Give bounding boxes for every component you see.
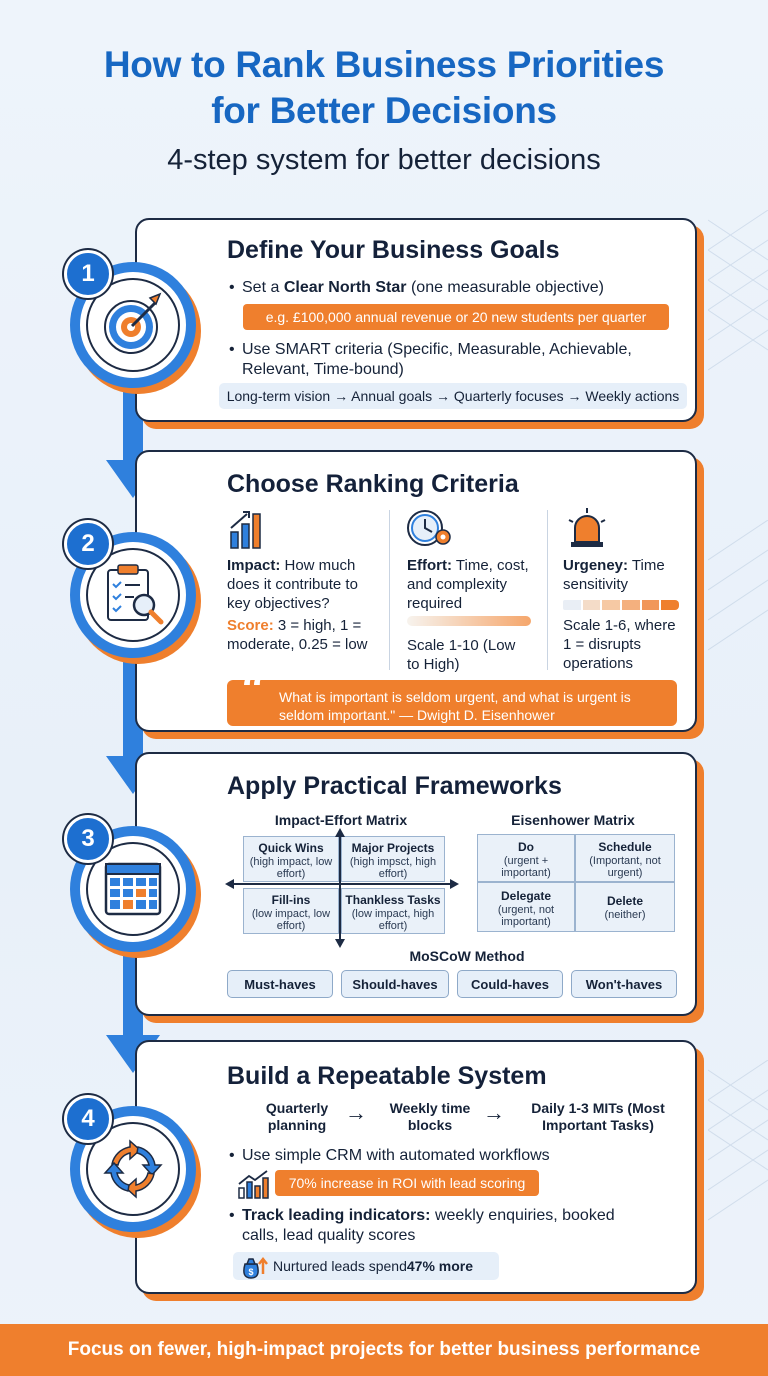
step-3-title: Apply Practical Frameworks <box>227 772 562 800</box>
clock-gear-icon <box>405 506 455 550</box>
effort-criterion: Effort: Time, cost, and complexity required <box>407 557 529 612</box>
moscow-wont-haves: Won't-haves <box>571 970 677 998</box>
roi-stat-badge: 70% increase in ROI with lead scoring <box>275 1170 539 1196</box>
step-1-bullet-north-star: • Set a Clear North Star (one measurable objective) <box>242 278 682 298</box>
nurtured-leads-stat: $ Nurtured leads spend 47% more <box>233 1252 499 1280</box>
eisenhower-heading: Eisenhower Matrix <box>511 812 635 828</box>
step-2-card <box>135 450 697 732</box>
page-title <box>0 42 768 134</box>
flow-arrow-icon: → <box>345 1100 367 1125</box>
impact-score: Score: 3 = high, 1 = moderate, 0.25 = low <box>227 617 368 653</box>
step-4-card <box>135 1040 697 1294</box>
step-4-number-badge: 4 <box>64 1095 112 1143</box>
step-1-goal-cascade: Long-term vision → Annual goals → Quarterly focuses → Weekly actions <box>219 383 687 409</box>
step-1-card <box>135 218 697 422</box>
step-3-card <box>135 752 697 1016</box>
moscow-heading: MoSCoW Method <box>409 948 525 964</box>
background-lines-decoration <box>708 520 768 700</box>
step-3-number-badge: 3 <box>64 815 112 863</box>
matrix-cell-fill-ins: Fill-ins (low impact, low effort) <box>243 888 339 934</box>
grid-matrix-icon <box>98 854 168 924</box>
bar-chart-icon <box>227 506 271 550</box>
eisenhower-cell-delegate: Delegate (urgent, not important) <box>477 882 575 932</box>
impact-effort-heading: Impact-Effort Matrix <box>274 812 408 828</box>
target-icon <box>98 290 168 360</box>
eisenhower-quote: “ What is important is seldom urgent, and what is urgent is seldom important." — Dwight D. Eisenhower <box>227 680 677 726</box>
footer-banner: Focus on fewer, high-impact projects for better business performance <box>0 1324 768 1376</box>
flow-quarterly-planning: Quarterly planning <box>265 1100 329 1133</box>
matrix-cell-quick-wins: Quick Wins (high impact, low effort) <box>243 836 339 882</box>
matrix-cell-major-projects: Major Projects (high impsct, high effort) <box>341 836 445 882</box>
urgency-criterion: Urgeney: Time sensitivity <box>563 557 665 593</box>
page-subtitle: 4-step system for better decisions <box>167 144 601 176</box>
background-lines-decoration <box>708 1060 768 1240</box>
impact-criterion: Impact: How much does it contribute to key objectives? <box>227 557 358 612</box>
step-2-title: Choose Ranking Criteria <box>227 470 519 498</box>
eisenhower-cell-delete: Delete (neither) <box>575 882 675 932</box>
step-1-title: Define Your Business Goals <box>227 236 560 264</box>
flow-weekly-time-blocks: Weekly time blocks <box>389 1100 471 1133</box>
step-1-example-badge: e.g. £100,000 annual revenue or 20 new students per quarter <box>243 304 669 330</box>
moscow-could-haves: Could-haves <box>457 970 563 998</box>
step-2-number-badge: 2 <box>64 520 112 568</box>
column-divider <box>389 510 390 670</box>
moscow-must-haves: Must-haves <box>227 970 333 998</box>
svg-text:$: $ <box>248 1267 254 1277</box>
urgency-segment-bar <box>563 600 679 610</box>
title-line-2: for Better Decisions <box>211 90 557 131</box>
cycle-arrows-icon <box>98 1134 168 1204</box>
step-4-bullet-crm: • Use simple CRM with automated workflows <box>242 1146 682 1166</box>
moscow-should-haves: Should-haves <box>341 970 449 998</box>
effort-gradient-bar <box>407 616 531 626</box>
alarm-icon <box>565 506 609 550</box>
flow-arrow-icon: → <box>483 1100 505 1125</box>
eisenhower-cell-schedule: Schedule (Important, not urgent) <box>575 834 675 882</box>
step-4-title: Build a Repeatable System <box>227 1062 547 1090</box>
matrix-axes <box>225 828 459 948</box>
column-divider <box>547 510 548 670</box>
matrix-cell-thankless-tasks: Thankless Tasks (low impact, high effort) <box>341 888 445 934</box>
growth-chart-icon <box>237 1168 271 1200</box>
background-lines-decoration <box>708 210 768 390</box>
money-bag-icon <box>239 1254 269 1280</box>
title-line-1: How to Rank Business Priorities <box>103 44 665 85</box>
clipboard-search-icon <box>98 560 168 630</box>
urgency-scale: Scale 1-6, where 1 = disrupts operations <box>563 617 676 672</box>
effort-scale: Scale 1-10 (Low to High) <box>407 637 516 673</box>
step-4-bullet-leading-indicators: • Track leading indicators: weekly enquiries, booked calls, lead quality scores <box>242 1206 642 1246</box>
quote-mark-icon: “ <box>241 665 267 716</box>
flow-daily-mits: Daily 1-3 MITs (Most Important Tasks) <box>531 1100 665 1133</box>
step-1-number-badge: 1 <box>64 250 112 298</box>
eisenhower-cell-do: Do (urgent + important) <box>477 834 575 882</box>
step-1-bullet-smart: • Use SMART criteria (Specific, Measurable, Achievable, Relevant, Time-bound) <box>242 340 682 380</box>
